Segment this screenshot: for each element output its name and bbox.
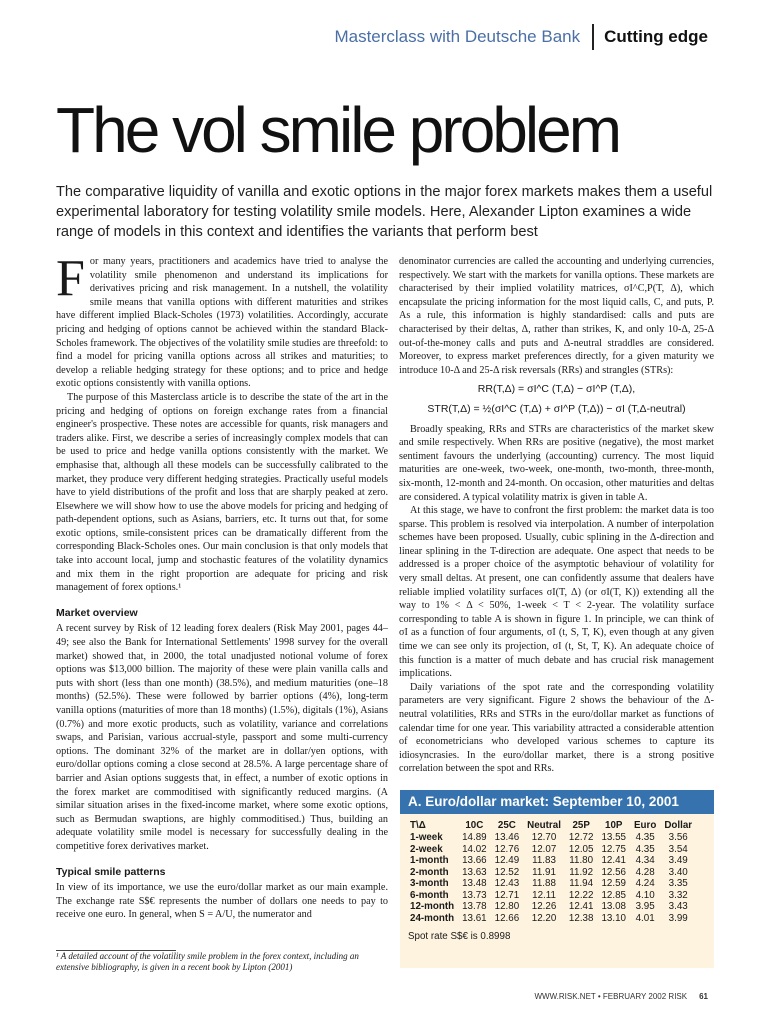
table-cell: 12-month [410,901,455,912]
table-cell: 12.72 [568,832,594,843]
table-cell: 14.02 [462,843,487,855]
table-row [402,867,696,879]
table-cell: 3.49 [668,855,688,866]
table-cell: 2-week [410,843,443,855]
footnote: ¹ A detailed account of the volatility smile problem in the forex context, including an extensive bibliography, is given in a recent book by Lipton (2001) [56,951,359,972]
table-cell: 12.07 [531,843,557,855]
table-cell: 13.73 [462,889,487,901]
paragraph: Daily variations of the spot rate and the corresponding volatility parameters are very significant. Figure 2 shows the behaviour of the Δ-neutral volatilities, RRs and STRs in the euro/dollar market as functions of calendar time for one year. This variability attracted a considerable attention of econometricians who developed various schemes to capture its idiosyncrasies. In the euro/dollar market, there is a strong positive correlation between the spot and RRs. [399,681,714,775]
table-row [402,832,696,844]
equation-str: STR(T,Δ) = ½(σI^C (T,Δ) + σI^P (T,Δ)) − σI (T,Δ-neutral) [427,402,686,415]
table-cell: 12.11 [532,889,556,901]
table-cell: 13.46 [494,832,520,843]
subheading-typical-smile: Typical smile patterns [56,865,166,878]
table-cell: 11.92 [569,866,594,878]
table-cell: 3-month [410,878,449,889]
volatility-table [400,790,714,968]
table-cell: 12.70 [531,832,557,843]
equation-rr: RR(T,Δ) = σI^C (T,Δ) − σI^P (T,Δ), [477,383,636,396]
paragraph: At this stage, we have to confront the first problem: the market data is too sparse. This problem is resolved via interpolation. A number of interpolation schemes have been proposed. Usually, cubic splining in the Δ-direction and linear splining in the T-direction are adequate. One aspect that needs to be addressed is a proper choice of the asymptotic behaviour of volatility for very small deltas. At present, one can confidently assume that dealers have reliable implied volatility surfaces σI(T, Δ) (or σI(T, K)) extending all the way to 1% < Δ < 50%, 1-week < T < 2-year. The volatility surface corresponding to table A is shown in figure 1. In principle, we can think of σI as a function of four arguments, σI (t, S, T, K), even though at any given time we can see only its projection, σI (t, St, T, K). An adequate choice of this function is a matter of much debate and has crucial risk management implications. [399,505,714,680]
table-cell: 12.22 [568,889,594,901]
table-cell: 12.49 [494,855,520,866]
table-cell: 3.43 [668,901,688,912]
table-row [402,878,696,890]
table-row [402,890,696,902]
table-cell: 11.88 [532,878,556,889]
table-cell: 3.40 [668,866,688,878]
column-header: Neutral [527,820,561,831]
table-cell: 3.95 [635,901,655,912]
column-header: 25P [572,820,590,831]
column-header: 10C [465,820,484,831]
table-cell: 2-month [410,866,449,878]
column-header: Euro [633,820,657,831]
header-divider [592,24,594,50]
table-cell: 12.85 [601,889,626,901]
table-body [402,832,696,924]
paragraph: A recent survey by Risk of 12 leading forex dealers (Risk May 2001, pages 44–49; see also the Bank for International Settlements' 1998 survey for the overall market) showed that, in 2000, the total unadjusted notional volume of forex options was $13,000 billion. The majority of these were plain vanilla calls and puts with short (less than one month) (38.5%), and medium maturities (one–18 months) (52.5%). These were followed by barrier options (4%), long-term vanilla options (maturities of more than 18 months) (1.5%), digitals (1%), Asians (0.7%) and more exotic products, such as volatility, variance and correlations swaps, and Parisian, various accrual-style, passport and some multi-currency options. The dominant 32% of the market are in dollar/yen options, with euro/dollar options coming a close second at 28.5%. A large percentage share of barrier and Asian options suggests that, in effect, a number of exotic options in the forex market are commoditised with significantly reduced margins. (A similar situation arises in the fixed-income market, where some exotic options, such as Bermudan swaptions, are highly commoditised.) Thus, building an adequate volatility smile model is necessary for successfully dealing in the competitive forex derivatives market. [56,623,388,852]
table-cell: 13.61 [462,912,487,924]
table-cell: 11.83 [532,855,556,866]
footer-text: WWW.RISK.NET • FEBRUARY 2002 RISK [534,992,688,1001]
table-cell: 12.43 [494,878,520,889]
table-cell: 13.66 [462,855,487,866]
series-label: Masterclass with Deutsche Bank [334,27,581,46]
table-cell: 3.99 [668,912,688,924]
table-cell: 11.80 [569,855,594,866]
table-cell: 12.56 [601,866,626,878]
table-cell: 4.35 [635,843,655,855]
page-header [334,24,708,50]
table-cell: 12.38 [568,912,594,924]
table-cell: 6-month [410,889,449,901]
article-deck: The comparative liquidity of vanilla and exotic options in the major forex markets makes them a useful experimental laboratory for testing volatility smile models. Here, Alexander Lipton examines a wide range of models in this context and identifies the variants that perform best [56,184,713,240]
table-cell: 3.56 [668,832,688,843]
table-cell: 4.35 [635,832,655,843]
table-cell: 13.63 [462,866,487,878]
table-cell: 4.34 [635,855,655,866]
table-cell: 4.28 [635,866,655,878]
section-label: Cutting edge [604,27,708,46]
subheading-market-overview: Market overview [56,606,138,619]
column-header: T\Δ [410,820,426,831]
table-cell: 12.71 [494,889,520,901]
table-cell: 12.59 [601,878,626,889]
table-cell: 4.01 [635,912,655,924]
table-cell: 3.35 [668,878,688,889]
table-header-row [402,820,696,832]
table-cell: 3.32 [668,889,688,901]
paragraph: or many years, practitioners and academics have tried to analyse the volatility smile phenomenon and understand its implications for derivatives pricing and risk management. In a nutshell, the volatility smile means that vanilla options with different maturities and strikes have different implied Black-Scholes (1973) volatilities. Accordingly, accurate pricing and hedging of options cannot be achieved within the standard Black-Scholes framework. The objectives of the volatility smile studies are threefold: to find a model for pricing vanilla options across all strikes and maturities; to develop a reliable hedging strategy for these options; and to price and hedge exotic options consistently with vanilla options. [56,256,388,390]
drop-cap: F [56,250,85,307]
table-cell: 13.10 [601,912,626,924]
table-cell: 14.89 [462,832,487,843]
table-title: A. Euro/dollar market: September 10, 2001 [400,790,714,814]
column-header: Dollar [664,820,693,831]
table-cell: 12.75 [601,843,626,855]
table-row [402,844,696,856]
column-header: 10P [605,820,623,831]
table-cell: 24-month [410,912,455,924]
table-cell: 1-week [410,832,443,843]
paragraph: The purpose of this Masterclass article is to describe the state of the art in the pricing and hedging of options on foreign exchange rates from a financial engineer's prospective. These notes are accessible for quants, risk managers and traders alike. First, we describe a series of increasingly complex models that can be used to price and hedge vanilla options consistently with the market. We emphasise that, although all these models can be successfully calibrated to the market, they produce very different hedging strategies. Practically useful models have to yield distributions of the profit and loss that are sharply peaked at zero. Elsewhere we will show how to use the above models for pricing and hedging of path-dependent options, such as Asians, barriers, etc. It turns out that, for some exotic options, smile-consistent prices can be dramatically different from the corresponding Black-Scholes ones. Our main conclusion is that only models that take into account local, jump and stochastic features of the volatility dynamics and mix them in the right proportion are adequate for pricing and risk management of forex options.¹ [56,391,388,594]
table-cell: 1-month [410,855,449,866]
table-cell: 12.66 [494,912,520,924]
table-cell: 12.52 [494,866,520,878]
table-cell: 12.41 [568,901,594,912]
table-cell: 11.91 [532,866,556,878]
table-cell: 11.94 [569,878,594,889]
table-cell: 4.24 [635,878,655,889]
table-cell: 12.26 [531,901,557,912]
page-number: 61 [699,992,708,1001]
table-cell: 12.41 [601,855,626,866]
table-cell: 12.76 [494,843,520,855]
article-title: The vol smile problem [56,94,619,166]
vol-matrix [402,820,696,924]
table-cell: 12.20 [531,912,557,924]
paragraph: denominator currencies are called the accounting and underlying currencies, respectively. We start with the markets for vanilla options. These markets are characterised by their implied volatility matrices, σI^C,P(T, Δ), which encapsulate the pricing information for the most liquid calls, C, and puts, P. As a rule, this information is highly standardised: calls and puts are characterised by their deltas, Δ, rather than strikes, K, and only 10-Δ, 25-Δ out-of-the-money calls and puts and Δ-neutral straddles are considered. Moreover, to express market preferences directly, for a given maturity we introduce 10-Δ and 25-Δ risk reversals (RRs) and strangles (STRs): [399,256,714,376]
table-cell: 13.78 [462,901,487,912]
page-footer [534,992,708,1001]
table-cell: 12.80 [494,901,520,912]
table-cell: 13.48 [462,878,487,889]
table-row [402,901,696,913]
table-cell: 13.55 [601,832,626,843]
column-header: 25C [497,820,516,831]
table-cell: 13.08 [601,901,626,912]
left-column [56,250,388,922]
paragraph: In view of its importance, we use the euro/dollar market as our main example. The exchange rate S$€ represents the number of dollars one needs to pay to receive one euro. In general, when S = A/U, the numerator and [56,882,388,921]
table-row [402,855,696,867]
spot-rate-note: Spot rate S$€ is 0.8998 [408,931,511,942]
table-row [402,913,696,925]
table-cell: 3.54 [668,843,688,855]
table-cell: 12.05 [568,843,594,855]
paragraph: Broadly speaking, RRs and STRs are characteristics of the market skew and smile respectively. When RRs are positive (negative), the most market sentiment favours the underlying (accounting) currency. The most liquid maturities are one-week, two-week, one-month, two-month, three-month, six-month, 12-month and 24-month. On occasion, other maturities and deltas are considered. A typical volatility matrix is given in table A. [399,423,714,503]
table-cell: 4.10 [635,889,655,901]
right-column [399,255,714,776]
